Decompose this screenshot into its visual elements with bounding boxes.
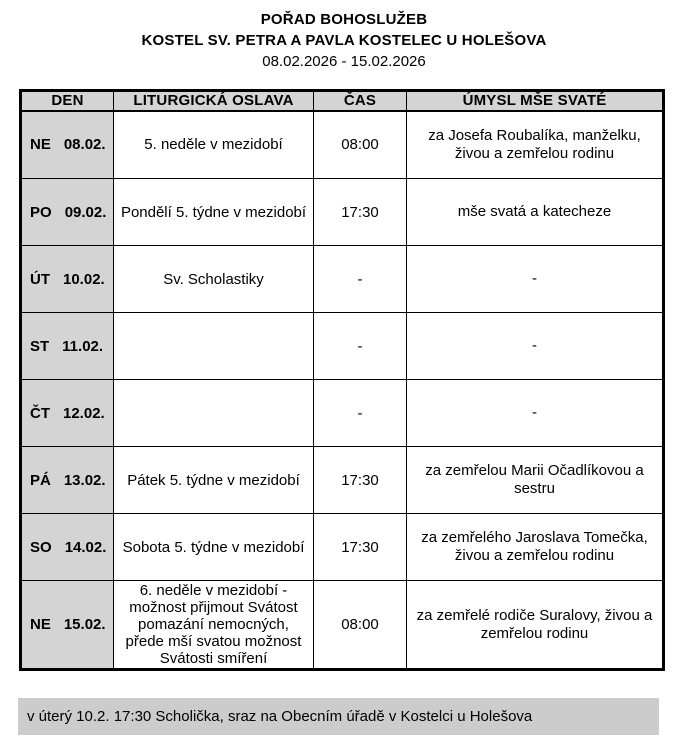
liturgy-cell: Sobota 5. týdne v mezidobí (114, 514, 314, 581)
day-cell (21, 246, 114, 313)
day-abbr: NE (30, 136, 51, 154)
table-row (21, 246, 664, 313)
table-row (21, 581, 664, 670)
liturgy-cell: 5. neděle v mezidobí (114, 111, 314, 179)
day-abbr: ST (30, 337, 50, 355)
day-cell (21, 111, 114, 179)
table-row (21, 313, 664, 380)
day-date: 13.02. (63, 471, 106, 489)
day-date: 12.02. (63, 404, 105, 422)
day-cell (21, 447, 114, 514)
liturgy-cell: 6. neděle v mezidobí - možnost přijmout Svátost pomazání nemocných, přede mší svatou možnost Svátosti smíření (114, 581, 314, 670)
page-subtitle: KOSTEL SV. PETRA A PAVLA KOSTELEC U HOLEŠOVA (141, 32, 547, 49)
day-abbr: ÚT (30, 270, 50, 288)
intention-cell: za zemřelé rodiče Suralovy, živou a zemřelou rodinu (407, 581, 664, 670)
liturgy-cell (114, 380, 314, 447)
day-date: 15.02. (63, 616, 106, 633)
liturgy-cell: Pondělí 5. týdne v mezidobí (114, 179, 314, 246)
liturgy-cell: Pátek 5. týdne v mezidobí (114, 447, 314, 514)
column-header-oslava: LITURGICKÁ OSLAVA (114, 91, 314, 111)
day-cell (21, 380, 114, 447)
day-date: 10.02. (63, 270, 105, 288)
intention-cell: za zemřelého Jaroslava Tomečka, živou a zemřelou rodinu (407, 514, 664, 581)
day-cell (21, 514, 114, 581)
intention-cell: - (407, 313, 664, 380)
day-date: 08.02. (63, 136, 106, 154)
title-block (0, 0, 688, 72)
date-range: 08.02.2026 - 15.02.2026 (262, 53, 426, 70)
time-cell: 17:30 (314, 447, 407, 514)
column-header-cas: ČAS (314, 91, 407, 111)
day-abbr: ČT (30, 404, 50, 422)
intention-cell: - (407, 246, 664, 313)
column-header-umysl: ÚMYSL MŠE SVATÉ (407, 91, 664, 111)
day-abbr: NE (30, 616, 51, 633)
day-abbr: PÁ (30, 471, 51, 489)
schedule-table (19, 89, 665, 671)
intention-cell: mše svatá a katecheze (407, 179, 664, 246)
intention-cell: - (407, 380, 664, 447)
time-cell: - (314, 313, 407, 380)
table-row (21, 514, 664, 581)
page-title: POŘAD BOHOSLUŽEB (260, 11, 428, 28)
time-cell: 08:00 (314, 581, 407, 670)
liturgy-cell: Sv. Scholastiky (114, 246, 314, 313)
column-header-den: DEN (21, 91, 114, 111)
table-row (21, 447, 664, 514)
day-cell (21, 313, 114, 380)
day-abbr: PO (30, 203, 52, 221)
footer-note-text: v úterý 10.2. 17:30 Scholička, sraz na Obecním úřadě v Kostelci u Holešova (27, 708, 533, 725)
day-abbr: SO (30, 538, 52, 556)
liturgy-cell (114, 313, 314, 380)
day-cell (21, 179, 114, 246)
time-cell: - (314, 246, 407, 313)
time-cell: 17:30 (314, 514, 407, 581)
table-row (21, 380, 664, 447)
day-cell (21, 581, 114, 670)
time-cell: 08:00 (314, 111, 407, 179)
day-date: 14.02. (64, 538, 107, 556)
day-date: 11.02. (62, 337, 104, 355)
table-row (21, 111, 664, 179)
time-cell: - (314, 380, 407, 447)
intention-cell: za zemřelou Marii Očadlíkovou a sestru (407, 447, 664, 514)
intention-cell: za Josefa Roubalíka, manželku, živou a zemřelou rodinu (407, 111, 664, 179)
time-cell: 17:30 (314, 179, 407, 246)
day-date: 09.02. (64, 203, 107, 221)
footer-note (18, 698, 659, 735)
table-row (21, 179, 664, 246)
table-header-row (21, 91, 664, 111)
